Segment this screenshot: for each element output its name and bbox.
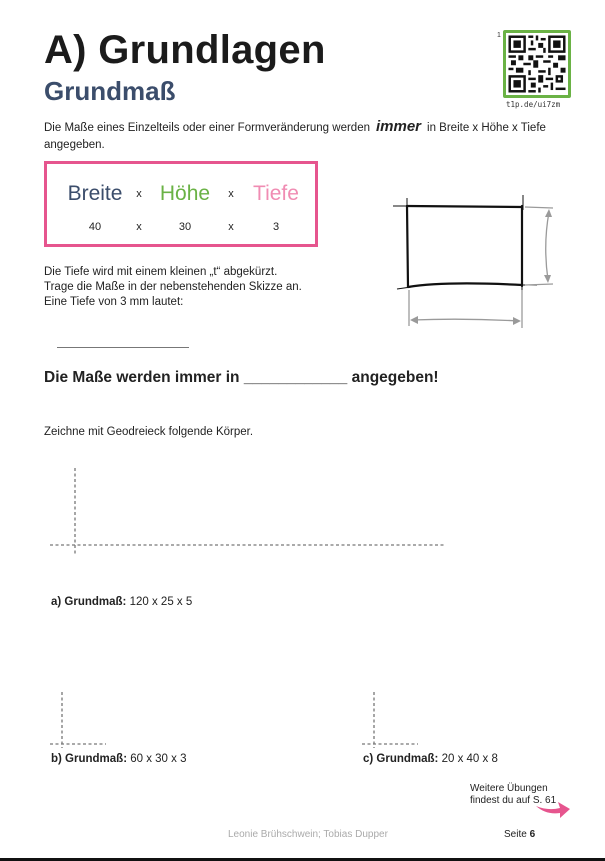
value-hoehe: 30	[178, 221, 192, 233]
more-exercises-line: findest du auf S. 61	[470, 795, 557, 806]
drawing-guide-b[interactable]	[48, 690, 118, 750]
page-number: 6	[529, 829, 536, 840]
intro-text-after: in Breite x Höhe x Tiefe angegeben.	[44, 122, 546, 151]
fill-in-statement	[44, 369, 439, 387]
intro-text-before: Die Maße eines Einzelteils oder einer Formveränderung werden	[44, 122, 370, 134]
dimension-labels-row	[47, 182, 315, 206]
dimension-sketch	[385, 190, 555, 330]
times-sign: x	[136, 188, 142, 200]
dimension-values-row	[47, 220, 315, 234]
page-title: A) Grundlagen	[44, 28, 326, 72]
footer-authors: Leonie Brühschwein; Tobias Dupper	[228, 829, 388, 840]
more-exercises-line: Weitere Übungen	[470, 783, 548, 794]
arrow-right-icon	[534, 796, 574, 822]
drawing-guide-c[interactable]	[360, 690, 430, 750]
times-sign: x	[136, 221, 142, 233]
task-b-prefix: b) Grundmaß:	[51, 753, 128, 765]
task-c-label	[363, 753, 498, 765]
intro-emphasis: immer	[376, 118, 422, 135]
value-tiefe: 3	[272, 221, 280, 233]
label-hoehe: Höhe	[159, 182, 211, 205]
depth-explanation	[44, 265, 344, 310]
task-c-prefix: c) Grundmaß:	[363, 753, 439, 765]
qr-footnote-number: 1	[497, 32, 501, 39]
task-a-value: 120 x 25 x 5	[129, 596, 193, 608]
label-tiefe: Tiefe	[253, 182, 299, 205]
task-c-value: 20 x 40 x 8	[441, 753, 498, 765]
times-sign: x	[228, 221, 234, 233]
depth-explanation-line: Trage die Maße in der nebenstehenden Skizze an.	[44, 281, 302, 293]
task-b-value: 60 x 30 x 3	[130, 753, 187, 765]
label-breite: Breite	[67, 182, 123, 205]
intro-paragraph	[44, 118, 564, 154]
qr-code[interactable]	[503, 30, 571, 98]
depth-answer-blank[interactable]	[57, 347, 189, 348]
depth-explanation-line: Die Tiefe wird mit einem kleinen „t“ abgekürzt.	[44, 266, 278, 278]
section-subtitle: Grundmaß	[44, 76, 176, 106]
task-a-label	[51, 596, 192, 608]
task-b-label	[51, 753, 187, 765]
task-a-prefix: a) Grundmaß:	[51, 596, 127, 608]
exercise-instruction: Zeichne mit Geodreieck folgende Körper.	[44, 426, 254, 438]
dimension-formula-box	[44, 161, 318, 247]
page-label: Seite	[504, 829, 527, 840]
qr-code-icon	[503, 30, 571, 98]
depth-explanation-line: Eine Tiefe von 3 mm lautet:	[44, 296, 184, 308]
footer-page-number	[504, 829, 535, 840]
statement-before: Die Maße werden immer in	[44, 369, 240, 386]
times-sign: x	[228, 188, 234, 200]
qr-link-caption[interactable]: t1p.de/ui7zm	[506, 100, 561, 109]
drawing-guide-a[interactable]	[48, 466, 448, 586]
statement-blank[interactable]: ____________	[243, 369, 348, 386]
statement-after: angegeben!	[351, 369, 439, 386]
value-breite: 40	[88, 221, 102, 233]
